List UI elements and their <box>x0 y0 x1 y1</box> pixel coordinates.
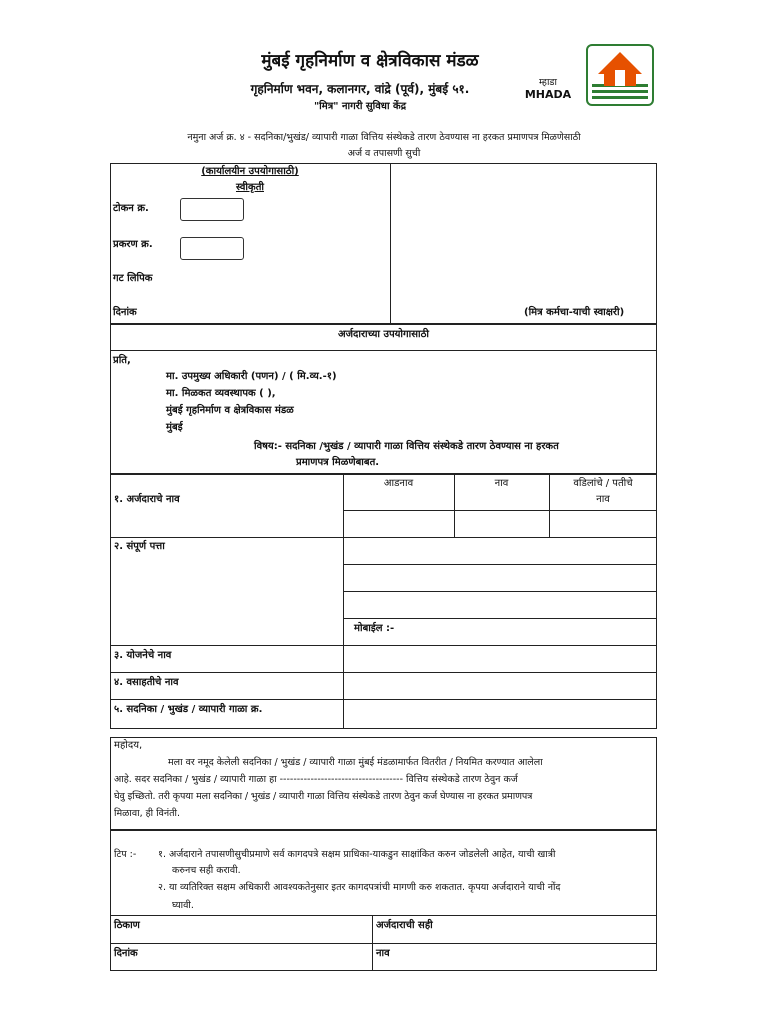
applicant-name-label: १. अर्जदाराचे नाव <box>114 494 180 505</box>
mitra-signature-label: (मित्र कर्मचा-याची स्वाक्षरी) <box>524 307 625 318</box>
case-label: प्रकरण क्र. <box>113 239 153 250</box>
scheme-input[interactable] <box>344 646 656 671</box>
acceptance-label: स्वीकृती <box>235 182 264 193</box>
addressee-line3: मुंबई गृहनिर्माण व क्षेत्रविकास मंडळ <box>166 405 294 416</box>
footer-name-label: नाव <box>376 948 390 959</box>
mhada-logo <box>586 44 654 106</box>
letter-line2: आहे. सदर सदनिका / भुखंड / व्यापारी गाळा हा ------------------------------------ वित्तिय संस्थेकडे तारण ठेवुन कर्ज <box>114 774 518 785</box>
office-use-heading: (कार्यालयीन उपयोगासाठी) <box>201 166 299 177</box>
applicant-use-heading: अर्जदाराच्या उपयोगासाठी <box>338 329 429 340</box>
form-title-line2: अर्ज व तपासणी सुची <box>347 148 421 159</box>
unit-label: ५. सदनिका / भुखंड / व्यापारी गाळा क्र. <box>114 704 263 715</box>
addressee-line2: मा. मिळकत व्यवस्थापक ( ), <box>166 388 276 399</box>
applicant-signature-label: अर्जदाराची सही <box>376 920 433 931</box>
logo-text-marathi: म्हाडा <box>539 77 557 88</box>
surname-input[interactable] <box>344 511 453 536</box>
letter-line3: घेवु इच्छितो. तरी कृपया मला सदनिका / भुखंड / व्यापारी गाळा वित्तिय संस्थेकडे तारण ठेवुन कर्ज घेण्यास ना हरकत प्रमाणपत्र <box>114 791 533 802</box>
col-father-line1: वडिलांचे / पतीचे <box>573 478 633 489</box>
col-father-line2: नाव <box>596 494 610 505</box>
address-input[interactable] <box>344 538 656 617</box>
note1-line1: १. अर्जदाराने तपासणीसुचीप्रमाणे सर्व कागदपत्रे सक्षम प्राधिका-याकडुन साक्षांकित करुन जोडलेली आहेत, याची खात्री <box>158 849 556 860</box>
clerk-label: गट लिपिक <box>113 273 153 284</box>
org-title: मुंबई गृहनिर्माण व क्षेत्रविकास मंडळ <box>261 51 479 71</box>
addressee-line4: मुंबई <box>166 422 183 433</box>
mobile-label: मोबाईल :- <box>354 623 395 634</box>
address-label: २. संपूर्ण पत्ता <box>114 541 165 552</box>
colony-label: ४. वसाहतीचे नाव <box>114 677 179 688</box>
to-label: प्रति, <box>113 355 131 366</box>
subject-line1: विषय:- सदनिका /भुखंड / व्यापारी गाळा वित्तिय संस्थेकडे तारण ठेवण्यास ना हरकत <box>254 441 559 452</box>
father-name-input[interactable] <box>550 511 656 536</box>
note1-line2: करुनच सही करावी. <box>172 865 241 876</box>
unit-input[interactable] <box>344 700 656 728</box>
token-label: टोकन क्र. <box>113 203 149 214</box>
colony-input[interactable] <box>344 673 656 698</box>
letter-line1: मला वर नमूद केलेली सदनिका / भुखंड / व्यापारी गाळा मुंबई मंडळामार्फत वितरीत / नियमित करण्यात आलेला <box>168 757 543 768</box>
footer-date-label: दिनांक <box>114 948 138 959</box>
note2-line1: २. या व्यतिरिक्त सक्षम अधिकारी आवश्यकतेनुसार इतर कागदपत्रांची मागणी करु शकतात. कृपया अर्जदाराने याची नोंद <box>158 882 561 893</box>
notes-prefix: टिप :- <box>114 849 137 860</box>
form-title-line1: नमुना अर्ज क्र. ४ - सदनिका/भुखंड/ व्यापारी गाळा वित्तिय संस्थेकडे तारण ठेवण्यास ना हरकत प्रमाणपत्र मिळणेसाठी <box>187 132 581 143</box>
note2-line2: घ्यावी. <box>172 900 194 911</box>
col-surname: आडनाव <box>383 478 414 489</box>
case-input[interactable] <box>180 237 244 260</box>
token-input[interactable] <box>180 198 244 221</box>
center-name: "मित्र" नागरी सुविधा केंद्र <box>313 101 407 112</box>
scheme-label: ३. योजनेचे नाव <box>114 650 172 661</box>
subject-line2: प्रमाणपत्र मिळणेबाबत. <box>296 457 380 468</box>
office-date-label: दिनांक <box>113 307 137 318</box>
logo-text-english: MHADA <box>524 88 572 101</box>
name-input[interactable] <box>455 511 548 536</box>
org-address: गृहनिर्माण भवन, कलानगर, वांद्रे (पूर्व), मुंबई ५१. <box>250 82 470 96</box>
addressee-line1: मा. उपमुख्य अधिकारी (पणन) / ( मि.व्य.-१) <box>166 371 337 382</box>
place-label: ठिकाण <box>114 920 140 931</box>
salutation: महोदय, <box>114 740 143 751</box>
letter-line4: मिळावा, ही विनंती. <box>114 808 181 819</box>
col-name: नाव <box>494 478 509 489</box>
